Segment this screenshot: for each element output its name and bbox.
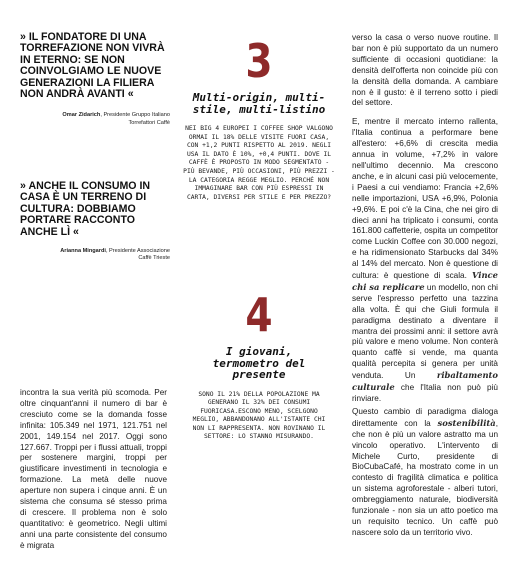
p2-text-c: che l'Italia non può più rinviare. bbox=[352, 383, 498, 403]
p3-script: sostenibilità bbox=[437, 417, 496, 428]
quote-1-author bbox=[20, 112, 170, 127]
p3-text-b: , che non è più un valore astratto ma un vincolo operativo. L'intervento di Michele Curto, presidente di BioCubaCafé, ha mostrato come in un contesto di fragilità climatica e politica un sistema agroforestale - alberi tutori, ombreggiamento naturale, biodiversità funzionale - non sia un atto poetico ma un requisito tecnico. Un caffè può nascere solo da un territorio vivo. bbox=[352, 418, 498, 537]
quote-1-text: » IL FONDATORE DI UNA TORREFAZIONE NON VIVRÀ IN ETERNO: SE NON COINVOLGIAMO LE NUOVE GENERAZIONI LA FILIERA NON ANDRÀ AVANTI « bbox=[20, 31, 165, 101]
section-4-heading: I giovani, termometro del presente bbox=[212, 345, 306, 381]
article-right-column bbox=[352, 33, 498, 547]
article-right-paragraph-2 bbox=[352, 117, 498, 405]
quote-2-text: » ANCHE IL CONSUMO IN CASA È UN TERRENO DI CULTURA: DOBBIAMO PORTARE RACCONTO ANCHE LÌ « bbox=[20, 180, 151, 238]
quote-2-role-b: Caffè Trieste bbox=[138, 255, 170, 262]
p2-script-2: ribaltamento culturale bbox=[352, 370, 498, 393]
p2-script-1: Vince chi sa replicare bbox=[352, 270, 498, 292]
article-right-paragraph-3 bbox=[352, 407, 498, 539]
section-3-heading: Multi-origin, multi-stile, multi-listino bbox=[192, 91, 326, 116]
p2-text-a: E, mentre il mercato interno rallenta, l'Italia continua a performare bene all'estero: +6,6% di crescita media annua in volume, +7,2% in valore nell'ultimo decennio. Ma crescono anche, e in alcuni casi più velocemente, i Paesi a cui vendiamo: Francia +2,6% nelle importazioni, USA +6,9%, Polonia +9,6%. E poi c'è la Cina, che nei giro di dieci anni ha triplicato i consumi, conta 161.800 caffetterie, ospita un competitor come Luckin Coffee con 30.000 negozi, e ha ridimensionato Starbucks dal 34% al 14% del mercato. Non è questione di cultura: è questione di scala. bbox=[352, 117, 498, 281]
p2-text-b: un modello, non chi serve l'espresso perfetto una tazzina alla volta. È qui che Giuli formula il paradigma destinato a diventare il mantra dei prossimi anni: il settore avrà più valore e meno volume. Non conterà quanto caffè si vende, ma quanta qualità percepita si genera per unità venduta. Un bbox=[352, 282, 498, 381]
section-4-number: 4 bbox=[245, 288, 273, 342]
quote-2-role-a: , Presidente Associazione bbox=[105, 248, 170, 255]
article-right-paragraph-1: verso la casa o verso nuove routine. Il bar non è più supportato da un numero sufficiente di occasioni quotidiane: la densità dell'offerta non coincide più con la densità della domanda. A cambiare non è il gusto: è il terreno sotto i piedi del settore. bbox=[352, 33, 498, 108]
quote-2 bbox=[20, 181, 170, 263]
section-3-body: NEI BIG 4 EUROPEI I COFFEE SHOP VALGONO ORMAI IL 18% DELLE VISITE FUORI CASA, CON +1,2 PUNTI RISPETTO AL 2019. NEGLI USA IL DATO È 10%, +0,4 PUNTI. DOVE IL CAFFÈ È PROPOSTO IN MODO SEGMENTATO - PIÙ BEVANDE, PIÙ OCCASIONI, PIÙ PREZZI - LA CATEGORIA REGGE MEGLIO. PERCHÉ NON IMMAGINARE BAR CON PIÙ ESPRESSI IN CARTA, DIVERSI PER STILE E PER PREZZO? bbox=[183, 125, 335, 201]
quote-2-author bbox=[20, 248, 170, 263]
quote-1-role-a: , Presidente Gruppo Italiano bbox=[100, 112, 170, 119]
section-4-body: SONO IL 21% DELLA POPOLAZIONE MA GENERANO IL 32% DEI CONSUMI FUORICASA.ESCONO MENO, SCELGONO MEGLIO, ABBANDONANO ALL'ISTANTE CHI NON LI RAPPRESENTA. NON ROVINANO IL SETTORE: LO STANNO MISURANDO. bbox=[192, 390, 326, 441]
quote-1-author-name: Omar Zidarich bbox=[62, 112, 101, 119]
section-3-number: 3 bbox=[245, 34, 273, 88]
p3-text-a: Questo cambio di paradigma dialoga direttamente con la bbox=[352, 406, 498, 428]
quote-1-role-b: Torrefattori Caffè bbox=[128, 119, 170, 126]
section-3 bbox=[183, 34, 335, 202]
section-4 bbox=[183, 288, 335, 442]
article-left-paragraph: incontra la sua verità più scomoda. Per oltre cinquant'anni il numero di bar è cresciuto come se la domanda fosse infinita: 105.349 nel 1971, 121.751 nel 2001, 149.154 nel 2017. Oggi sono 127.667. Troppi per i flussi attuali, troppi per sostenere margini, troppi per giustificare investimenti in tecnologia e formazione. La metà delle nuove aperture non supera i cinque anni. È un sistema che consuma sé stesso prima di crescere. Il problema non è solo quantitativo: è geometrico. Negli ultimi anni una parte consistente del consumo è migrata bbox=[20, 388, 167, 550]
quote-1 bbox=[20, 32, 170, 127]
article-left-column bbox=[20, 388, 167, 560]
quote-2-author-name: Arianna Mingardi bbox=[60, 248, 106, 255]
